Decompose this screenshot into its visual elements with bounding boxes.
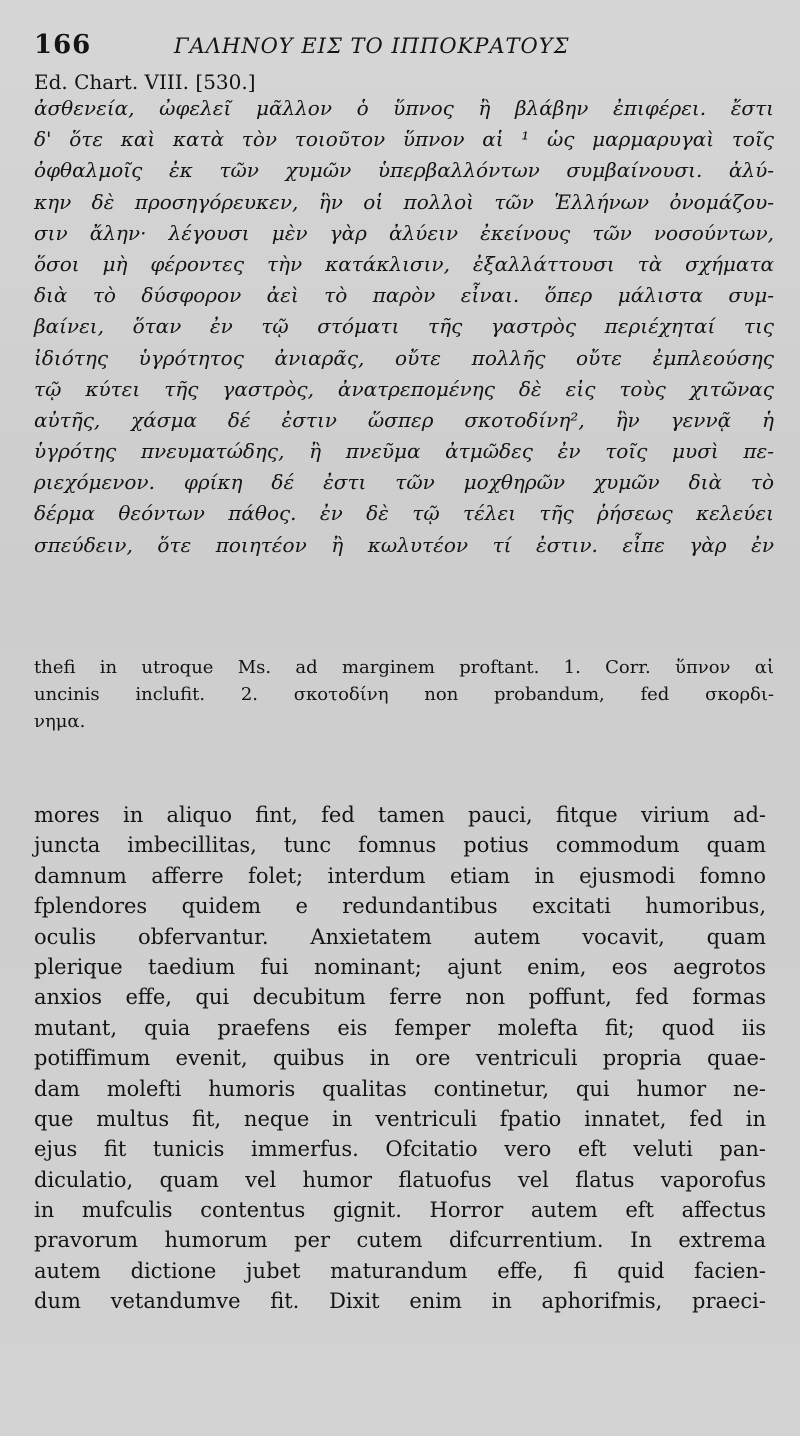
latin-line: in mufculis contentus gignit. Horror autem eft affectus [34,1198,766,1223]
greek-line: τῷ κύτει τῆς γαστρὸς, ἀνατρεπομένης δὲ εἰς τοὺς χιτῶνας [34,376,774,401]
latin-line: potiffimum evenit, quibus in ore ventriculi propria quae- [34,1046,766,1071]
latin-text-block [34,800,766,1317]
page-number: 166 [34,30,92,60]
latin-line: diculatio, quam vel humor flatuofus vel flatus vaporofus [34,1167,766,1192]
greek-line: δέρμα θεόντων πάθος. ἐν δὲ τῷ τέλει τῆς ῥήσεως κελεύει [34,501,774,526]
latin-line: que multus fit, neque in ventriculi fpatio innatet, fed in [34,1106,766,1131]
latin-line: damnum afferre folet; interdum etiam in ejusmodi fomno [34,863,766,888]
greek-line: σπεύδειν, ὅτε ποιητέον ἢ κωλυτέον τί ἐστιν. εἶπε γὰρ ἐν [34,532,774,557]
greek-line: βαίνει, ὅταν ἐν τῷ στόματι τῆς γαστρὸς περιέχηταί τις [34,314,774,339]
greek-line: σιν ἄλην· λέγουσι μὲν γὰρ ἀλύειν ἐκείνους τῶν νοσούντων, [34,220,774,245]
latin-line: ejus fit tunicis immerfus. Ofcitatio vero eft veluti pan- [34,1137,766,1162]
greek-line: ὀφθαλμοῖς ἐκ τῶν χυμῶν ὑπερβαλλόντων συμβαίνουσι. ἀλύ- [34,158,774,183]
latin-line: juncta imbecillitas, tunc fomnus potius commodum quam [34,833,766,858]
greek-line: αὐτῆς, χάσμα δέ ἐστιν ὥσπερ σκοτοδίνη², ἣν γεννᾷ ἡ [34,407,774,432]
latin-line: plerique taedium fui nominant; ajunt enim, eos aegrotos [34,954,766,979]
greek-line: κην δὲ προσηγόρευκεν, ἣν οἱ πολλοὶ τῶν Ἑλλήνων ὀνομάζου- [34,189,774,214]
greek-line: ὑγρότης πνευματώδης, ἢ πνεῦμα ἀτμῶδες ἐν τοῖς μυσὶ πε- [34,439,774,464]
latin-line: anxios effe, qui decubitum ferre non poffunt, fed formas [34,985,766,1010]
latin-line: oculis obfervantur. Anxietatem autem vocavit, quam [34,924,766,949]
footnote-line: thefi in utroque Ms. ad marginem proftant. 1. Corr. ὕπνον αἱ [34,657,774,678]
latin-line: mores in aliquo fint, fed tamen pauci, fitque virium ad- [34,803,766,827]
greek-line: ριεχόμενον. φρίκη δέ ἐστι τῶν μοχθηρῶν χυμῶν διὰ τὸ [34,470,774,495]
greek-line: διὰ τὸ δύσφορον ἀεὶ τὸ παρὸν εἶναι. ὅπερ μάλιστα συμ- [34,283,774,308]
running-head: ΓΑΛΗΝΟΥ ΕΙΣ ΤΟ ΙΠΠΟΚΡΑΤΟΥΣ [174,34,570,58]
footnotes-block [34,654,774,735]
greek-line: ἀσθενεία, ὠφελεῖ μᾶλλον ὁ ὕπνος ἢ βλάβην ἐπιφέρει. ἔστι [34,96,774,120]
greek-line: ὅσοι μὴ φέροντες τὴν κατάκλισιν, ἐξαλλάττουσι τὰ σχήματα [34,251,774,276]
greek-line: ἰδιότης ὑγρότητος ἀνιαρᾶς, οὔτε πολλῆς οὔτε ἐμπλεούσης [34,345,774,370]
footnote-line: νημα. [34,711,86,732]
latin-line: fplendores quidem e redundantibus excitati humoribus, [34,894,766,919]
greek-line: δ' ὅτε καὶ κατὰ τὸν τοιοῦτον ὕπνον αἱ ¹ ὡς μαρμαρυγαὶ τοῖς [34,127,774,152]
edition-reference: Ed. Chart. VIII. [530.] [34,70,256,94]
latin-line: autem dictione jubet maturandum effe, fi quid facien- [34,1258,766,1283]
latin-line: dum vetandumve fit. Dixit enim in aphorifmis, praeci- [34,1289,766,1314]
greek-text-block [34,93,774,561]
footnote-line: uncinis inclufit. 2. σκοτοδίνη non probandum, fed σκορδι- [34,684,774,705]
page-header [34,30,774,66]
latin-line: dam molefti humoris qualitas continetur, qui humor ne- [34,1076,766,1101]
latin-line: mutant, quia praefens eis femper molefta fit; quod iis [34,1015,766,1040]
latin-line: pravorum humorum per cutem difcurrentium. In extrema [34,1228,766,1253]
